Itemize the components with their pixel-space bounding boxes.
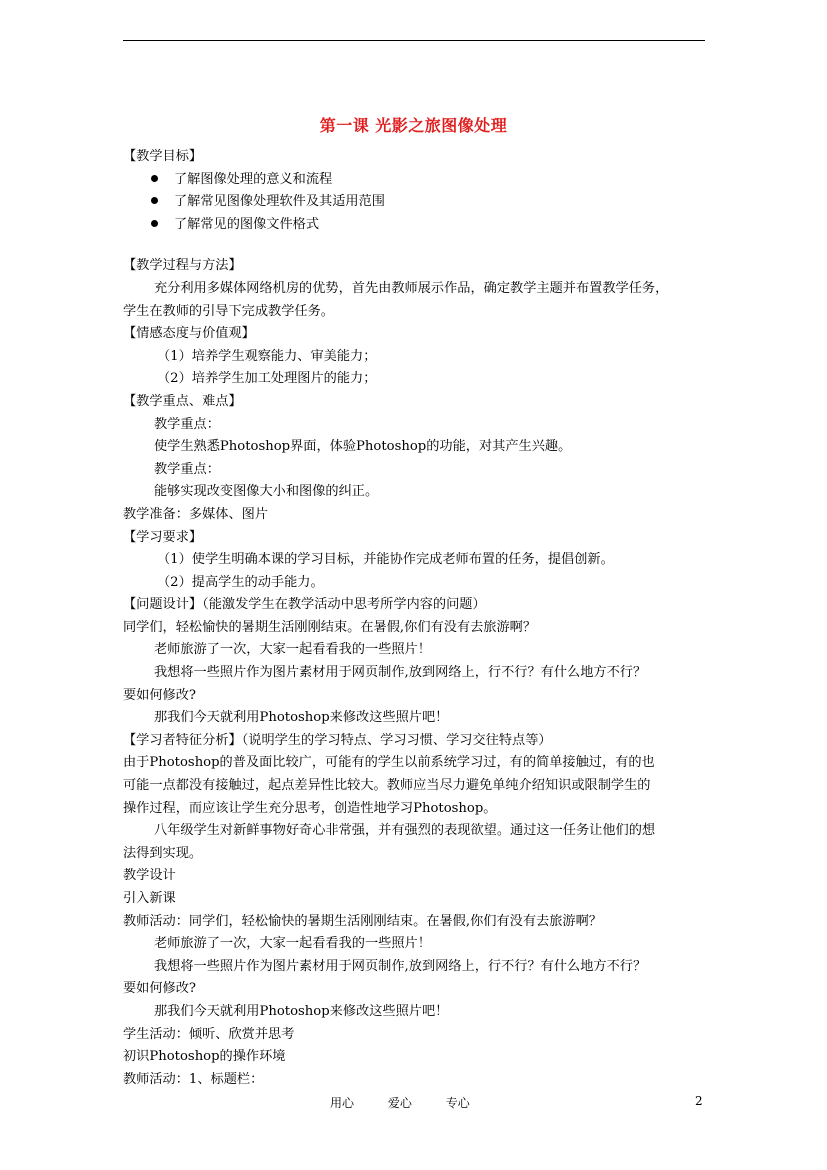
design-heading: 教学设计: [123, 868, 176, 884]
paragraph-line: 要如何修改?: [123, 981, 197, 997]
paragraph-line: （1）培养学生观察能力、审美能力；: [157, 348, 377, 364]
page-title: 第一课 光影之旅图像处理: [319, 116, 508, 135]
goal-text: 了解图像处理的意义和流程: [174, 171, 333, 187]
paragraph-line: 教学重点：: [154, 461, 220, 477]
process-heading: 【教学过程与方法】: [123, 258, 242, 274]
key-heading: 【教学重点、难点】: [123, 393, 242, 409]
bullet-icon: [151, 175, 158, 182]
paragraph-line: 老师旅游了一次，大家一起看看我的一些照片！: [154, 936, 431, 952]
paragraph-line: 要如何修改?: [123, 687, 197, 703]
footer-motto: [330, 1094, 500, 1111]
paragraph-line: 充分利用多媒体网络机房的优势，首先由教师展示作品，确定教学主题并布置教学任务，: [154, 280, 669, 296]
motto-word: 爱心: [387, 1096, 412, 1110]
header-rule: [123, 40, 705, 41]
intro-heading: 引入新课: [123, 891, 176, 906]
env-heading: 初识Photoshop的操作环境: [123, 1049, 286, 1065]
paragraph-line: 可能一点都没有接触过，起点差异性比较大。教师应当尽力避免单纯介绍知识或限制学生的: [123, 778, 651, 794]
motto-word: 用心: [330, 1096, 355, 1110]
goal-text: 了解常见图像处理软件及其适用范围: [174, 194, 385, 210]
paragraph-line: 八年级学生对新鲜事物好奇心非常强，并有强烈的表现欲望。通过这一任务让他们的想: [154, 823, 656, 839]
goal-text: 了解常见的图像文件格式: [174, 216, 320, 232]
question-heading: 【问题设计】（能激发学生在教学活动中思考所学内容的问题）: [123, 597, 486, 613]
paragraph-line: 我想将一些照片作为图片素材用于网页制作,放到网络上，行不行？有什么地方不行？: [154, 665, 647, 681]
bullet-icon: [151, 220, 158, 227]
prep-line: 教学准备：多媒体、图片: [123, 506, 269, 522]
list-item: [123, 169, 705, 192]
list-item: [123, 191, 705, 214]
paragraph-line: 学生活动：倾听、欣赏并思考: [123, 1026, 295, 1042]
paragraph-line: 那我们今天就利用Photoshop来修改这些照片吧！: [154, 1003, 449, 1019]
paragraph-line: （2）培养学生加工处理图片的能力；: [157, 371, 377, 387]
learner-heading: 【学习者特征分析】（说明学生的学习特点、学习习惯、学习交往特点等）: [123, 732, 552, 748]
paragraph-line: 教学重点：: [154, 416, 220, 432]
paragraph-line: 学生在教师的引导下完成教学任务。: [123, 303, 334, 319]
requirements-heading: 【学习要求】: [123, 529, 203, 545]
paragraph-line: （1）使学生明确本课的学习目标，并能协作完成老师布置的任务，提倡创新。: [157, 552, 614, 568]
motto-word: 专心: [445, 1096, 470, 1110]
paragraph-line: 我想将一些照片作为图片素材用于网页制作,放到网络上，行不行？有什么地方不行？: [154, 958, 647, 974]
page-number: 2: [695, 1094, 703, 1108]
paragraph-line: 操作过程，而应该让学生充分思考，创造性地学习Photoshop。: [123, 800, 497, 816]
paragraph-line: 能够实现改变图像大小和图像的纠正。: [154, 484, 379, 500]
paragraph-line: 由于Photoshop的普及面比较广，可能有的学生以前系统学习过，有的简单接触过，有的也: [123, 755, 655, 771]
bullet-icon: [151, 197, 158, 204]
paragraph-line: 老师旅游了一次，大家一起看看我的一些照片！: [154, 642, 431, 658]
paragraph-line: 使学生熟悉Photoshop界面，体验Photoshop的功能，对其产生兴趣。: [154, 439, 572, 455]
paragraph-line: 教师活动：同学们，轻松愉快的暑期生活刚刚结束。在暑假,你们有没有去旅游啊？: [123, 913, 602, 929]
paragraph-line: （2）提高学生的动手能力。: [157, 574, 324, 590]
attitude-heading: 【情感态度与价值观】: [123, 326, 255, 342]
list-item: [123, 214, 705, 237]
document-body: [123, 146, 705, 1091]
paragraph-line: 法得到实现。: [123, 845, 203, 861]
paragraph-line: 教师活动：1、标题栏：: [123, 1071, 264, 1087]
goals-heading: 【教学目标】: [123, 149, 203, 164]
spacer: [123, 236, 705, 255]
paragraph-line: 同学们，轻松愉快的暑期生活刚刚结束。在暑假,你们有没有去旅游啊？: [123, 619, 537, 635]
paragraph-line: 那我们今天就利用Photoshop来修改这些照片吧！: [154, 710, 449, 726]
